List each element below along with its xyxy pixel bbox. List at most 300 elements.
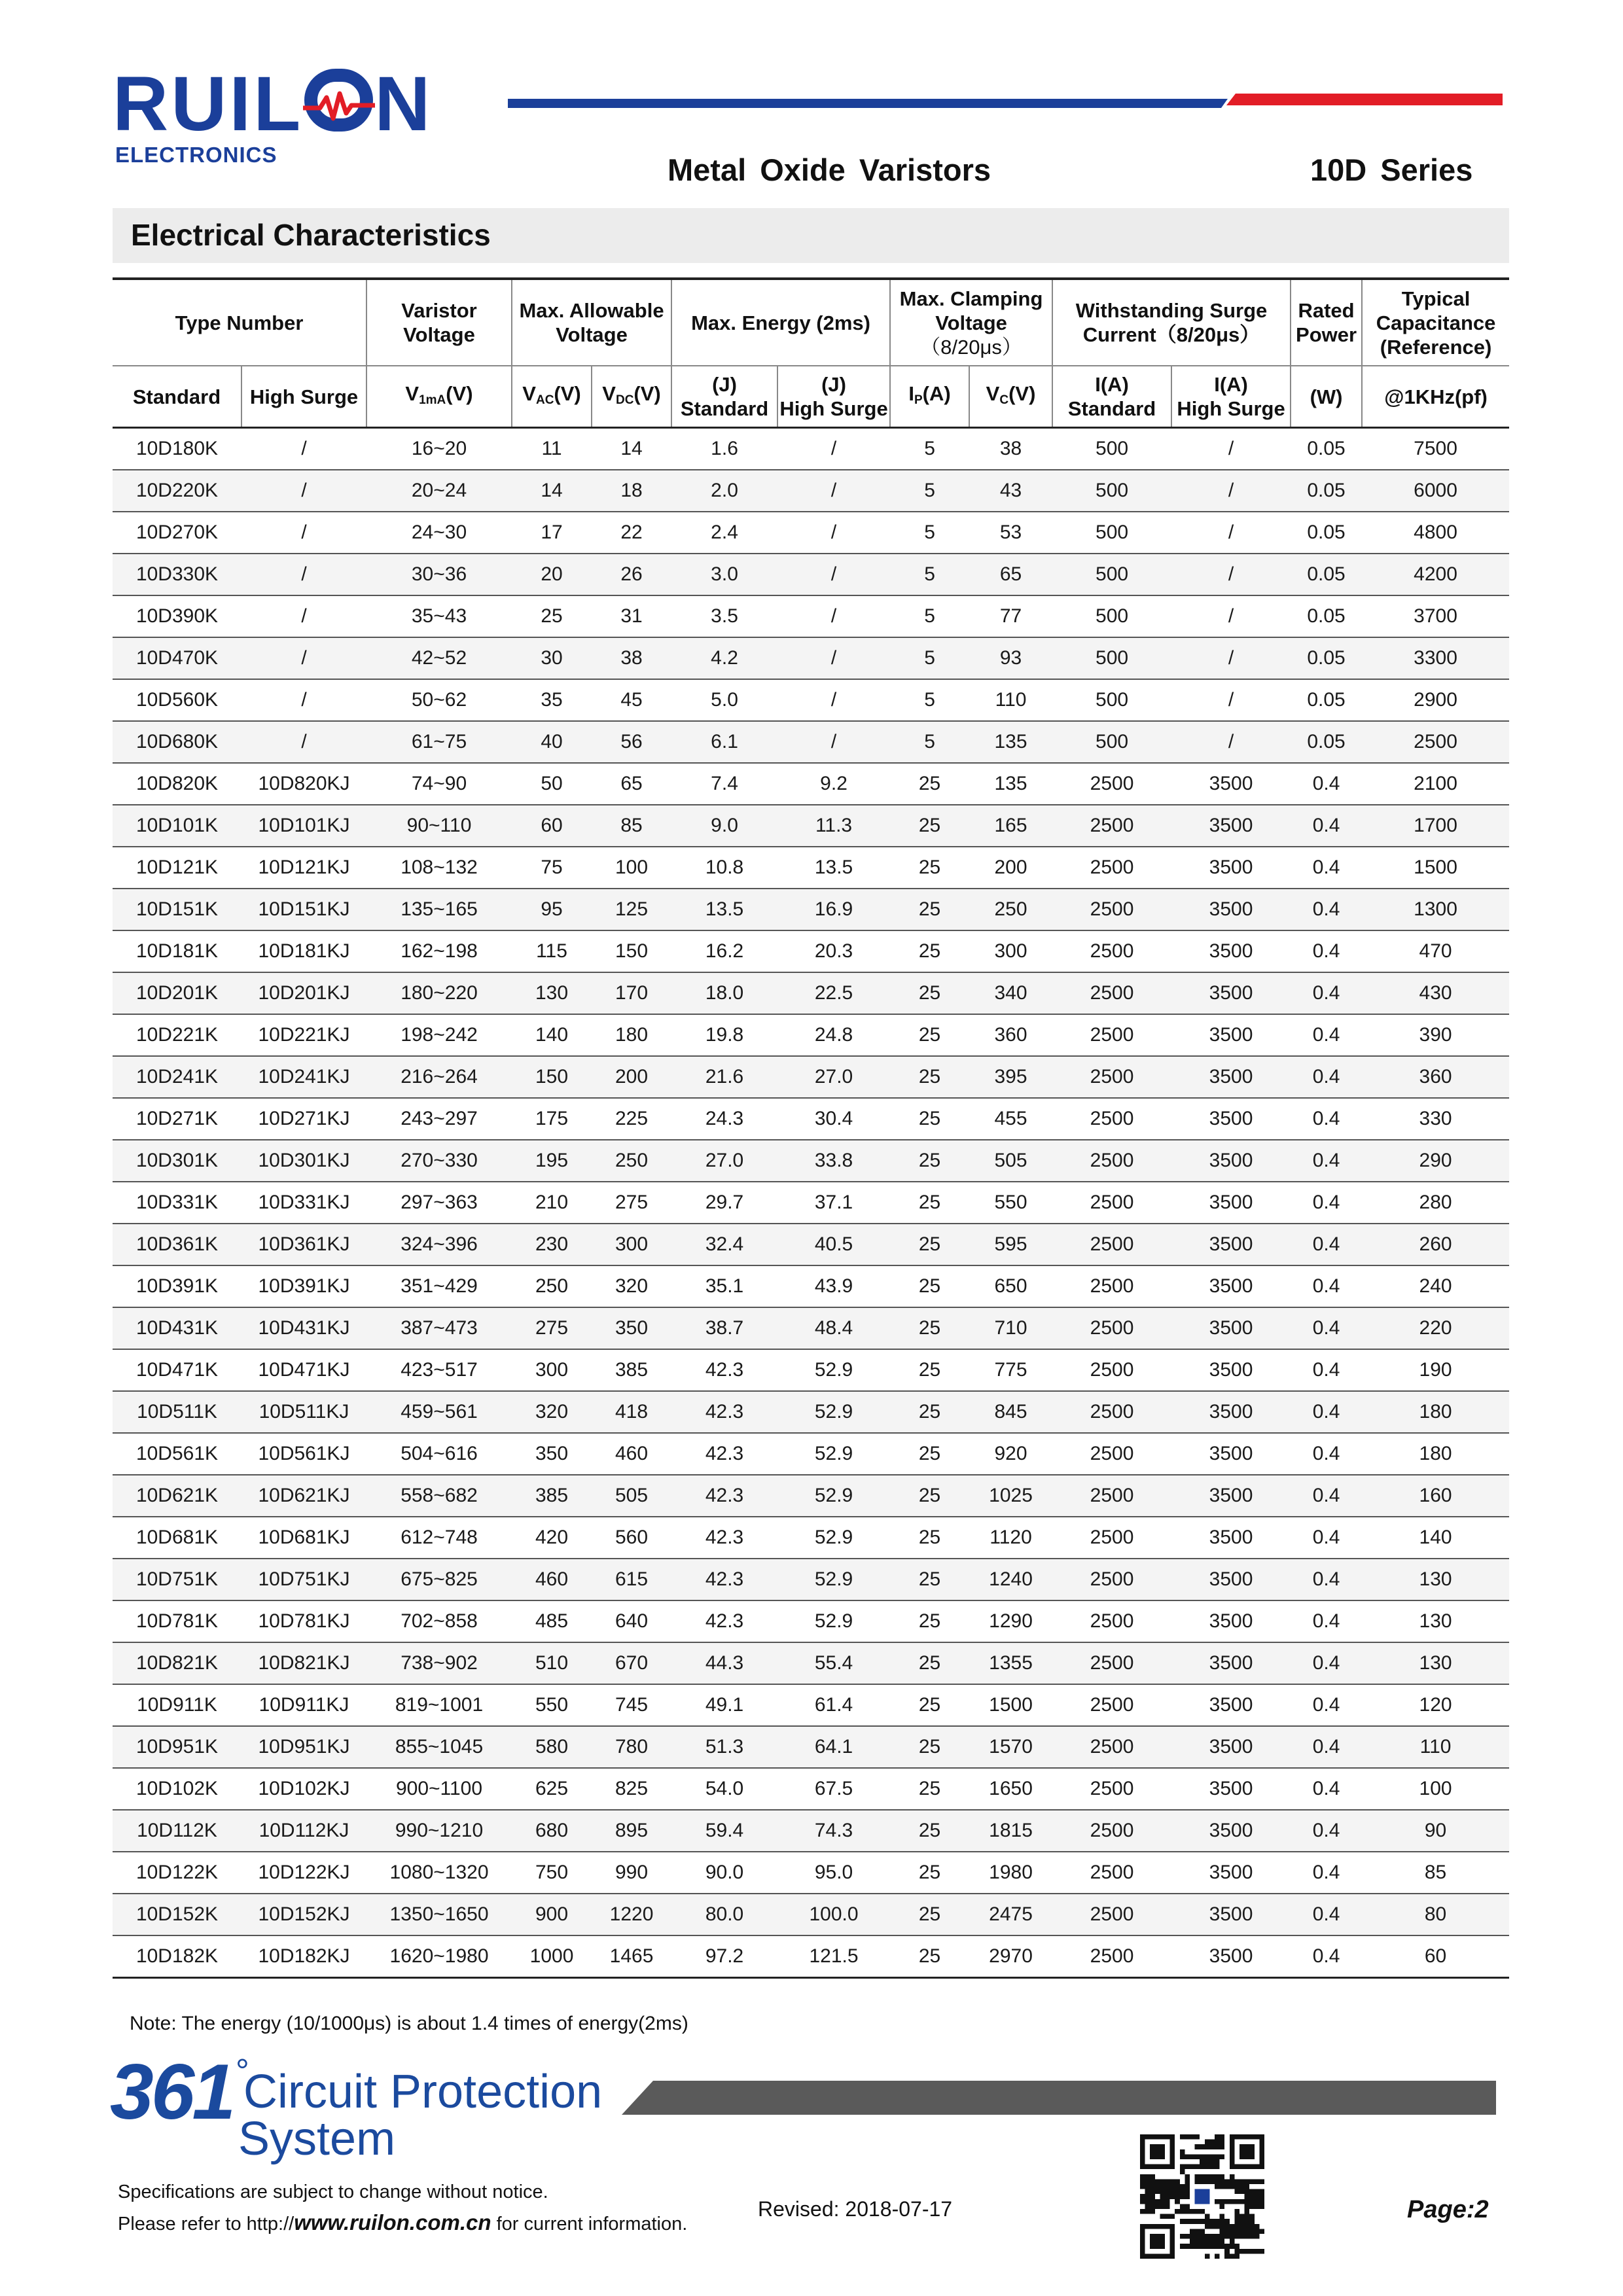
cell-vdc: 745: [592, 1684, 671, 1726]
cell-standard: 10D330K: [113, 554, 241, 595]
cell-energy-standard: 38.7: [671, 1307, 777, 1349]
cell-energy-standard: 42.3: [671, 1600, 777, 1642]
energy-note: Note: The energy (10/1000μs) is about 1.4 times of energy(2ms): [130, 2013, 688, 2034]
cell-energy-standard: 42.3: [671, 1433, 777, 1475]
cell-standard: 10D560K: [113, 679, 241, 721]
cell-vac: 230: [512, 1224, 592, 1265]
cell-varistor-voltage: 1080~1320: [366, 1852, 512, 1894]
cell-varistor-voltage: 216~264: [366, 1056, 512, 1098]
cell-vdc: 200: [592, 1056, 671, 1098]
cell-capacitance: 1500: [1362, 847, 1509, 889]
surge-standard-subheader: I(A) Standard: [1052, 366, 1171, 428]
cell-surge-high-surge: 3500: [1171, 1894, 1291, 1935]
cell-capacitance: 470: [1362, 930, 1509, 972]
cell-vac: 250: [512, 1265, 592, 1307]
cell-varistor-voltage: 20~24: [366, 470, 512, 512]
cell-varistor-voltage: 459~561: [366, 1391, 512, 1433]
table-row: [113, 1600, 1509, 1642]
rated-power-header: Rated Power: [1291, 279, 1362, 366]
cell-vac: 1000: [512, 1935, 592, 1978]
table-row: [113, 1098, 1509, 1140]
cell-capacitance: 90: [1362, 1810, 1509, 1852]
cell-rated-power: 0.4: [1291, 1307, 1362, 1349]
cell-vdc: 65: [592, 763, 671, 805]
cell-surge-standard: 2500: [1052, 1600, 1171, 1642]
cell-vc: 1355: [969, 1642, 1052, 1684]
cell-surge-high-surge: 3500: [1171, 1182, 1291, 1224]
table-row: [113, 972, 1509, 1014]
cell-surge-high-surge: 3500: [1171, 847, 1291, 889]
cell-varistor-voltage: 16~20: [366, 428, 512, 470]
cell-varistor-voltage: 35~43: [366, 595, 512, 637]
cell-energy-high-surge: 52.9: [777, 1433, 890, 1475]
cell-energy-standard: 1.6: [671, 428, 777, 470]
cell-vc: 845: [969, 1391, 1052, 1433]
cell-rated-power: 0.4: [1291, 1935, 1362, 1978]
cell-surge-high-surge: /: [1171, 512, 1291, 554]
cell-surge-high-surge: 3500: [1171, 1475, 1291, 1517]
table-row: [113, 1726, 1509, 1768]
cell-surge-standard: 500: [1052, 721, 1171, 763]
cell-vdc: 418: [592, 1391, 671, 1433]
table-row: [113, 1852, 1509, 1894]
cell-energy-standard: 32.4: [671, 1224, 777, 1265]
cell-surge-high-surge: 3500: [1171, 1307, 1291, 1349]
cell-high-surge: 10D241KJ: [241, 1056, 366, 1098]
cell-vac: 625: [512, 1768, 592, 1810]
cell-ip: 25: [890, 1140, 969, 1182]
revision-date: Revised: 2018-07-17: [758, 2197, 953, 2221]
table-row: [113, 1810, 1509, 1852]
cell-standard: 10D911K: [113, 1684, 241, 1726]
cell-energy-standard: 27.0: [671, 1140, 777, 1182]
vac-subheader: $V_{AC}(V)$: [512, 366, 592, 428]
cell-energy-high-surge: 27.0: [777, 1056, 890, 1098]
v1ma-subheader: $V_{1mA}(V)$: [366, 366, 512, 428]
cell-rated-power: 0.4: [1291, 1014, 1362, 1056]
cell-energy-standard: 80.0: [671, 1894, 777, 1935]
cps-degree: °: [236, 2053, 249, 2091]
cell-capacitance: 430: [1362, 972, 1509, 1014]
cell-ip: 25: [890, 1265, 969, 1307]
cell-high-surge: 10D361KJ: [241, 1224, 366, 1265]
cell-high-surge: /: [241, 679, 366, 721]
cell-energy-standard: 49.1: [671, 1684, 777, 1726]
cell-high-surge: 10D201KJ: [241, 972, 366, 1014]
cell-surge-high-surge: 3500: [1171, 1056, 1291, 1098]
cell-surge-high-surge: 3500: [1171, 1559, 1291, 1600]
cell-capacitance: 190: [1362, 1349, 1509, 1391]
cell-energy-high-surge: 67.5: [777, 1768, 890, 1810]
header-decor-bar: [508, 94, 1503, 108]
table-row: [113, 554, 1509, 595]
cell-standard: 10D680K: [113, 721, 241, 763]
table-row: [113, 1642, 1509, 1684]
cell-capacitance: 110: [1362, 1726, 1509, 1768]
table-row: [113, 1140, 1509, 1182]
cell-energy-high-surge: /: [777, 470, 890, 512]
cell-vdc: 300: [592, 1224, 671, 1265]
cell-vc: 505: [969, 1140, 1052, 1182]
capacitance-unit-subheader: @1KHz(pf): [1362, 366, 1509, 428]
cell-surge-high-surge: /: [1171, 470, 1291, 512]
table-body: [113, 428, 1509, 1978]
circuit-protection-logo: [110, 2049, 607, 2164]
cell-vdc: 990: [592, 1852, 671, 1894]
cell-rated-power: 0.4: [1291, 1852, 1362, 1894]
cell-energy-standard: 5.0: [671, 679, 777, 721]
cell-capacitance: 80: [1362, 1894, 1509, 1935]
cell-vac: 14: [512, 470, 592, 512]
cell-energy-standard: 35.1: [671, 1265, 777, 1307]
cell-vc: 2475: [969, 1894, 1052, 1935]
cell-standard: 10D470K: [113, 637, 241, 679]
cell-surge-high-surge: /: [1171, 721, 1291, 763]
table-row: [113, 1182, 1509, 1224]
cell-capacitance: 85: [1362, 1852, 1509, 1894]
cell-vc: 65: [969, 554, 1052, 595]
cell-high-surge: 10D271KJ: [241, 1098, 366, 1140]
cell-ip: 25: [890, 1056, 969, 1098]
cell-high-surge: 10D951KJ: [241, 1726, 366, 1768]
cell-standard: 10D122K: [113, 1852, 241, 1894]
table-row: [113, 1935, 1509, 1978]
cell-energy-high-surge: 9.2: [777, 763, 890, 805]
cell-surge-standard: 2500: [1052, 1684, 1171, 1726]
cell-varistor-voltage: 738~902: [366, 1642, 512, 1684]
cell-high-surge: 10D820KJ: [241, 763, 366, 805]
cell-vc: 93: [969, 637, 1052, 679]
cell-rated-power: 0.4: [1291, 1810, 1362, 1852]
cell-surge-standard: 500: [1052, 679, 1171, 721]
cell-vc: 110: [969, 679, 1052, 721]
cell-energy-standard: 19.8: [671, 1014, 777, 1056]
brand-logo: [113, 61, 466, 167]
cell-ip: 5: [890, 428, 969, 470]
cell-vc: 920: [969, 1433, 1052, 1475]
cps-number: 361: [110, 2048, 234, 2136]
cell-rated-power: 0.4: [1291, 1224, 1362, 1265]
cell-energy-high-surge: 33.8: [777, 1140, 890, 1182]
cell-energy-high-surge: /: [777, 721, 890, 763]
cell-surge-standard: 2500: [1052, 1726, 1171, 1768]
cell-standard: 10D431K: [113, 1307, 241, 1349]
cell-ip: 25: [890, 1642, 969, 1684]
cell-surge-high-surge: 3500: [1171, 1642, 1291, 1684]
cell-energy-standard: 3.0: [671, 554, 777, 595]
cell-varistor-voltage: 42~52: [366, 637, 512, 679]
cell-vc: 395: [969, 1056, 1052, 1098]
cell-vac: 11: [512, 428, 592, 470]
cell-high-surge: /: [241, 470, 366, 512]
cell-standard: 10D471K: [113, 1349, 241, 1391]
cell-varistor-voltage: 855~1045: [366, 1726, 512, 1768]
cell-vdc: 460: [592, 1433, 671, 1475]
cell-vac: 115: [512, 930, 592, 972]
cell-vc: 775: [969, 1349, 1052, 1391]
cell-capacitance: 4800: [1362, 512, 1509, 554]
cell-energy-standard: 13.5: [671, 889, 777, 930]
cell-vdc: 100: [592, 847, 671, 889]
cell-vc: 1500: [969, 1684, 1052, 1726]
electrical-characteristics-table: [113, 277, 1509, 1979]
cell-high-surge: 10D112KJ: [241, 1810, 366, 1852]
cell-capacitance: 180: [1362, 1433, 1509, 1475]
cell-energy-standard: 97.2: [671, 1935, 777, 1978]
cell-capacitance: 220: [1362, 1307, 1509, 1349]
cell-rated-power: 0.4: [1291, 930, 1362, 972]
cell-high-surge: 10D821KJ: [241, 1642, 366, 1684]
section-title: Electrical Characteristics: [131, 218, 491, 252]
cell-surge-standard: 2500: [1052, 1349, 1171, 1391]
cell-ip: 25: [890, 1935, 969, 1978]
cell-varistor-voltage: 324~396: [366, 1224, 512, 1265]
cell-ip: 25: [890, 1517, 969, 1559]
cell-high-surge: /: [241, 721, 366, 763]
cell-ip: 25: [890, 1852, 969, 1894]
cell-standard: 10D151K: [113, 889, 241, 930]
cell-rated-power: 0.05: [1291, 595, 1362, 637]
cell-energy-high-surge: 74.3: [777, 1810, 890, 1852]
cell-vc: 1570: [969, 1726, 1052, 1768]
cell-high-surge: 10D152KJ: [241, 1894, 366, 1935]
cell-surge-standard: 2500: [1052, 972, 1171, 1014]
cell-varistor-voltage: 1620~1980: [366, 1935, 512, 1978]
website-link[interactable]: www.ruilon.com.cn: [294, 2210, 491, 2234]
cell-capacitance: 330: [1362, 1098, 1509, 1140]
cell-vc: 77: [969, 595, 1052, 637]
cell-surge-high-surge: 3500: [1171, 1852, 1291, 1894]
cell-ip: 25: [890, 1475, 969, 1517]
cell-ip: 25: [890, 1098, 969, 1140]
cell-ip: 25: [890, 1307, 969, 1349]
cell-capacitance: 6000: [1362, 470, 1509, 512]
cell-surge-high-surge: /: [1171, 679, 1291, 721]
cell-capacitance: 280: [1362, 1182, 1509, 1224]
cell-capacitance: 130: [1362, 1559, 1509, 1600]
cell-vac: 350: [512, 1433, 592, 1475]
cell-vac: 385: [512, 1475, 592, 1517]
energy-standard-subheader: (J) Standard: [671, 366, 777, 428]
cell-surge-standard: 2500: [1052, 1182, 1171, 1224]
cell-ip: 25: [890, 1182, 969, 1224]
cell-energy-high-surge: 30.4: [777, 1098, 890, 1140]
cell-vac: 485: [512, 1600, 592, 1642]
cell-vc: 550: [969, 1182, 1052, 1224]
cell-standard: 10D621K: [113, 1475, 241, 1517]
cell-vc: 340: [969, 972, 1052, 1014]
cell-standard: 10D390K: [113, 595, 241, 637]
table-row: [113, 679, 1509, 721]
cell-vdc: 615: [592, 1559, 671, 1600]
cell-vac: 195: [512, 1140, 592, 1182]
cell-vc: 200: [969, 847, 1052, 889]
cell-varistor-voltage: 243~297: [366, 1098, 512, 1140]
varistor-voltage-header: Varistor Voltage: [366, 279, 512, 366]
cell-vdc: 56: [592, 721, 671, 763]
cell-energy-high-surge: 52.9: [777, 1600, 890, 1642]
cell-energy-high-surge: 95.0: [777, 1852, 890, 1894]
cell-surge-high-surge: 3500: [1171, 930, 1291, 972]
cell-varistor-voltage: 504~616: [366, 1433, 512, 1475]
cell-vdc: 560: [592, 1517, 671, 1559]
cell-high-surge: 10D122KJ: [241, 1852, 366, 1894]
cell-rated-power: 0.4: [1291, 1098, 1362, 1140]
cell-surge-high-surge: 3500: [1171, 1935, 1291, 1978]
cell-high-surge: /: [241, 512, 366, 554]
cell-high-surge: 10D102KJ: [241, 1768, 366, 1810]
cell-rated-power: 0.4: [1291, 1433, 1362, 1475]
cell-high-surge: 10D561KJ: [241, 1433, 366, 1475]
cell-high-surge: /: [241, 637, 366, 679]
cell-capacitance: 260: [1362, 1224, 1509, 1265]
cell-surge-standard: 2500: [1052, 847, 1171, 889]
energy-high-surge-subheader: (J) High Surge: [777, 366, 890, 428]
table-row: [113, 595, 1509, 637]
cell-vc: 2970: [969, 1935, 1052, 1978]
table-row: [113, 1307, 1509, 1349]
cell-varistor-voltage: 702~858: [366, 1600, 512, 1642]
cell-vdc: 505: [592, 1475, 671, 1517]
cell-varistor-voltage: 675~825: [366, 1559, 512, 1600]
cell-energy-standard: 59.4: [671, 1810, 777, 1852]
table-row: [113, 1894, 1509, 1935]
cell-surge-standard: 500: [1052, 470, 1171, 512]
cell-vc: 650: [969, 1265, 1052, 1307]
cell-standard: 10D751K: [113, 1559, 241, 1600]
cell-standard: 10D361K: [113, 1224, 241, 1265]
cell-vdc: 170: [592, 972, 671, 1014]
cell-vc: 1025: [969, 1475, 1052, 1517]
table-row: [113, 637, 1509, 679]
cell-surge-standard: 2500: [1052, 1894, 1171, 1935]
cell-varistor-voltage: 819~1001: [366, 1684, 512, 1726]
table-row: [113, 1265, 1509, 1307]
cell-vdc: 31: [592, 595, 671, 637]
cell-standard: 10D781K: [113, 1600, 241, 1642]
cell-rated-power: 0.4: [1291, 847, 1362, 889]
cell-surge-standard: 2500: [1052, 1517, 1171, 1559]
cell-vdc: 18: [592, 470, 671, 512]
cell-rated-power: 0.4: [1291, 1768, 1362, 1810]
cell-ip: 25: [890, 805, 969, 847]
cell-surge-standard: 2500: [1052, 1768, 1171, 1810]
cell-energy-standard: 29.7: [671, 1182, 777, 1224]
table-row: [113, 1768, 1509, 1810]
cell-energy-high-surge: 52.9: [777, 1517, 890, 1559]
cell-rated-power: 0.05: [1291, 554, 1362, 595]
cell-surge-high-surge: /: [1171, 595, 1291, 637]
footer-decor-bar: [622, 2081, 1496, 2115]
qr-code-icon[interactable]: [1140, 2134, 1264, 2259]
cell-capacitance: 130: [1362, 1600, 1509, 1642]
cell-surge-standard: 2500: [1052, 1391, 1171, 1433]
cell-energy-standard: 42.3: [671, 1475, 777, 1517]
brand-wordmark: RUIL N: [113, 61, 433, 147]
cell-vac: 130: [512, 972, 592, 1014]
cell-energy-high-surge: /: [777, 428, 890, 470]
cell-ip: 25: [890, 1810, 969, 1852]
cell-surge-standard: 2500: [1052, 763, 1171, 805]
cell-vdc: 38: [592, 637, 671, 679]
cell-vdc: 250: [592, 1140, 671, 1182]
cell-vdc: 14: [592, 428, 671, 470]
cell-energy-standard: 4.2: [671, 637, 777, 679]
table-row: [113, 1056, 1509, 1098]
cell-energy-standard: 42.3: [671, 1349, 777, 1391]
table-row: [113, 805, 1509, 847]
cell-vac: 35: [512, 679, 592, 721]
cell-energy-standard: 24.3: [671, 1098, 777, 1140]
cell-surge-high-surge: 3500: [1171, 805, 1291, 847]
cell-energy-high-surge: 48.4: [777, 1307, 890, 1349]
cell-energy-high-surge: 64.1: [777, 1726, 890, 1768]
cell-rated-power: 0.4: [1291, 1475, 1362, 1517]
table-row: [113, 1684, 1509, 1726]
cell-vac: 420: [512, 1517, 592, 1559]
cell-energy-standard: 44.3: [671, 1642, 777, 1684]
table-row: [113, 1224, 1509, 1265]
cell-vdc: 26: [592, 554, 671, 595]
cell-vdc: 225: [592, 1098, 671, 1140]
cell-vc: 1980: [969, 1852, 1052, 1894]
table-row: [113, 847, 1509, 889]
cell-capacitance: 130: [1362, 1642, 1509, 1684]
cell-vdc: 320: [592, 1265, 671, 1307]
max-energy-header: Max. Energy (2ms): [671, 279, 890, 366]
cell-surge-standard: 2500: [1052, 1433, 1171, 1475]
cell-vdc: 640: [592, 1600, 671, 1642]
cell-capacitance: 2500: [1362, 721, 1509, 763]
cell-standard: 10D221K: [113, 1014, 241, 1056]
cell-ip: 5: [890, 595, 969, 637]
cell-rated-power: 0.4: [1291, 1349, 1362, 1391]
cell-varistor-voltage: 558~682: [366, 1475, 512, 1517]
cell-ip: 25: [890, 1391, 969, 1433]
cps-line2: System: [238, 2113, 396, 2165]
cell-rated-power: 0.4: [1291, 1391, 1362, 1433]
cell-surge-standard: 500: [1052, 428, 1171, 470]
cell-varistor-voltage: 74~90: [366, 763, 512, 805]
cell-vdc: 150: [592, 930, 671, 972]
cell-vac: 17: [512, 512, 592, 554]
standard-subheader: Standard: [113, 366, 241, 428]
cell-vc: 1290: [969, 1600, 1052, 1642]
cell-vc: 250: [969, 889, 1052, 930]
cell-energy-standard: 10.8: [671, 847, 777, 889]
cell-capacitance: 1700: [1362, 805, 1509, 847]
cell-energy-high-surge: 16.9: [777, 889, 890, 930]
cell-capacitance: 360: [1362, 1056, 1509, 1098]
cell-ip: 25: [890, 1349, 969, 1391]
cell-energy-high-surge: /: [777, 554, 890, 595]
cell-rated-power: 0.4: [1291, 1600, 1362, 1642]
section-header: [113, 208, 1509, 263]
cell-varistor-voltage: 198~242: [366, 1014, 512, 1056]
cell-surge-high-surge: /: [1171, 554, 1291, 595]
cell-vac: 580: [512, 1726, 592, 1768]
cell-standard: 10D331K: [113, 1182, 241, 1224]
cell-energy-standard: 2.4: [671, 512, 777, 554]
cell-standard: 10D271K: [113, 1098, 241, 1140]
cell-energy-standard: 2.0: [671, 470, 777, 512]
cell-standard: 10D101K: [113, 805, 241, 847]
table-row: [113, 470, 1509, 512]
cell-surge-high-surge: 3500: [1171, 1517, 1291, 1559]
cell-varistor-voltage: 612~748: [366, 1517, 512, 1559]
cell-varistor-voltage: 270~330: [366, 1140, 512, 1182]
cell-energy-high-surge: 55.4: [777, 1642, 890, 1684]
